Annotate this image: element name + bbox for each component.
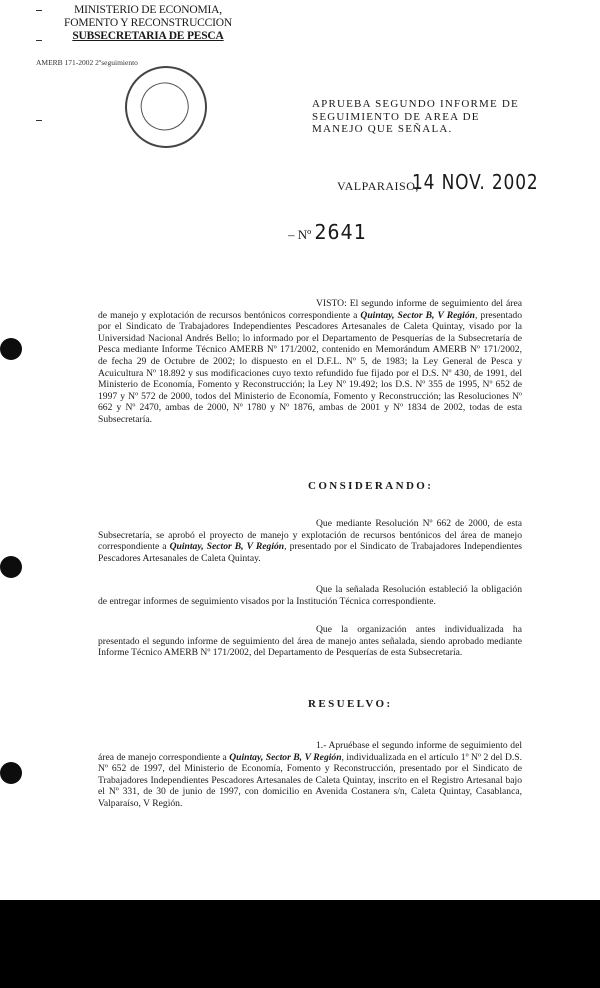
margin-mark bbox=[36, 40, 42, 41]
margin-mark bbox=[36, 120, 42, 121]
office-stamp bbox=[113, 54, 220, 161]
resuelvo-p1 bbox=[98, 740, 522, 810]
letterhead bbox=[38, 4, 258, 43]
letterhead-ministry: MINISTERIO DE ECONOMIA, bbox=[74, 4, 222, 16]
margin-mark bbox=[36, 10, 42, 11]
reference-code: AMERB 171-2002 2ºseguimiento bbox=[36, 58, 138, 67]
scan-border-bottom bbox=[0, 900, 600, 988]
considerando-p1-area: Quintay, Sector B, V Región bbox=[169, 541, 285, 553]
resuelvo-heading: RESUELVO: bbox=[308, 698, 393, 710]
resuelvo-p1-area: Quintay, Sector B, V Región bbox=[229, 751, 342, 763]
number-prefix: Nº bbox=[297, 227, 312, 242]
considerando-p2: Que la señalada Resolución estableció la obligación de entregar informes de seguimiento visados por la Institución Técnica correspondiente. bbox=[98, 584, 522, 607]
resolution-number bbox=[288, 220, 367, 244]
visto-area-name: Quintay, Sector B, V Región bbox=[360, 309, 475, 321]
date-stamp: 14 NOV. 2002 bbox=[412, 170, 539, 194]
considerando-p1-text: Que mediante Resolución Nº 662 de 2000, de esta Subsecretaría, se aprobó el proyecto de manejo y explotación de recursos bentónicos del área de manejo correspondiente a bbox=[98, 518, 522, 553]
number-value: 2641 bbox=[314, 220, 367, 244]
punch-hole bbox=[0, 338, 22, 360]
considerando-p3: Que la organización antes individualizada ha presentado el segundo informe de seguimiento del área de manejo antes señalada, siendo aprobado mediante Informe Técnico AMERB Nº 171/2002, del Departamento de Pesquerías de esta Subsecretaría. bbox=[98, 624, 522, 659]
resuelvo-p1-text-cont: , individualizada en el artículo 1º Nº 2 del D.S. Nº 652 de 1997, del Ministerio de Economía, Fomento y Reconstrucción, presentado por el Sindicato de Trabajadores Independientes Pescadores Artesanales de Caleta Quintay, inscrito en el Registro Artesanal bajo el Nº 331, de 30 de junio de 1997, con domicilio en Avenida Costanera s/n, Caleta Quintay, Casablanca, Valparaíso, V Región. bbox=[98, 751, 523, 809]
place-label: VALPARAISO, bbox=[337, 179, 419, 193]
resuelvo-p1-text: 1.- Apruébase el segundo informe de seguimiento del área de manejo correspondiente a bbox=[98, 740, 522, 763]
number-dash: – bbox=[288, 227, 295, 242]
letterhead-ministry-cont: FOMENTO Y RECONSTRUCCION bbox=[64, 17, 232, 29]
document-subject: APRUEBA SEGUNDO INFORME DE SEGUIMIENTO DE AREA DE MANEJO QUE SEÑALA. bbox=[312, 98, 519, 135]
stamp-inner-ring bbox=[133, 75, 195, 137]
punch-hole bbox=[0, 762, 22, 784]
visto-text-cont: , presentado por el Sindicato de Trabajadores Independientes Pescadores Artesanales de Caleta Quintay, visado por la Universidad Nacional Andrés Bello; lo informado por el Departamento de Pesquerías de la Subsecretaría de Pesca mediante Informe Técnico AMERB Nº 171/2002, contenido en Memorándum AMERB Nº 171/2002, de fecha 29 de Octubre de 2002; lo dispuesto en el D.F.L. Nº 5, de 1983; la Ley General de Pesca y Acuicultura Nº 18.892 y sus modificaciones cuyo texto refundido fue fijado por el D.S. Nº 430, de 1991, del Ministerio de Economía, Fomento y Reconstrucción; la Ley Nº 19.492; los D.S. Nº 355 de 1995, Nº 652 de 1997 y Nº 572 de 2000, todos del Ministerio de Economía, Fomento y Reconstrucción; las Resoluciones Nº 662 y Nº 2470, ambas de 2000, Nº 1780 y Nº 1876, ambas de 2001 y Nº 1834 de 2002, todas de esta Subsecretaría. bbox=[98, 309, 522, 425]
visto-text: VISTO: El segundo informe de seguimiento del área de manejo y explotación de recursos bentónicos correspondiente a bbox=[98, 298, 522, 321]
punch-hole bbox=[0, 556, 22, 578]
considerando-heading: CONSIDERANDO: bbox=[308, 480, 434, 492]
considerando-p1-text-cont: , presentado por el Sindicato de Trabajadores Independientes Pescadores Artesanales de Caleta Quintay. bbox=[98, 541, 522, 564]
visto-paragraph bbox=[98, 298, 522, 426]
considerando-p1 bbox=[98, 518, 522, 564]
letterhead-subsecretaria: SUBSECRETARIA DE PESCA bbox=[72, 30, 224, 42]
